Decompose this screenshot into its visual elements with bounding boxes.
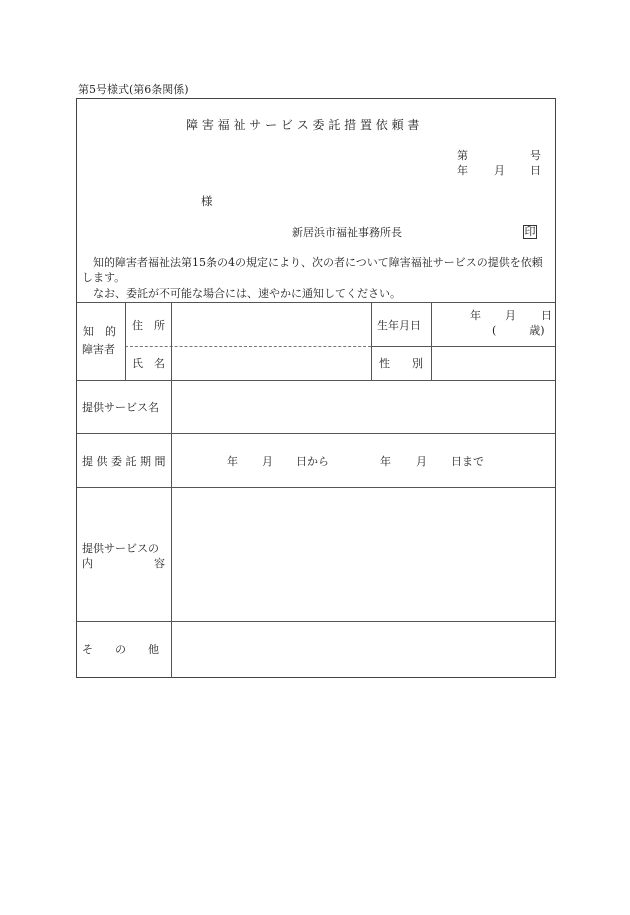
service-name-label: 提供サービス名 (82, 401, 159, 414)
seal-mark: 印 (524, 225, 536, 238)
birth-nen: 年 (470, 309, 481, 322)
intro-paragraph (82, 255, 552, 286)
ref-tsuki: 月 (494, 164, 505, 177)
period-from-tsuki: 月 (262, 455, 273, 468)
note-text: なお、委託が不可能な場合には、速やかに通知してください。 (93, 287, 401, 300)
rule-service-bottom (77, 433, 555, 434)
content-label-2a: 内 (82, 557, 93, 570)
col-c (371, 302, 372, 380)
ref-go: 号 (530, 149, 541, 162)
ref-nen: 年 (457, 164, 468, 177)
period-from-hi: 日から (296, 455, 329, 468)
birth-hi: 日 (541, 309, 552, 322)
birthdate-label: 生年月日 (377, 319, 421, 332)
rule-content-bottom (77, 621, 555, 622)
name-label: 氏 名 (132, 357, 165, 370)
rule-dashed (125, 346, 371, 347)
period-to-hi: 日まで (451, 455, 484, 468)
rule-table-top (77, 302, 555, 303)
note-paragraph (82, 286, 552, 301)
ref-dai: 第 (457, 149, 468, 162)
intro-text: 知的障害者福祉法第15条の4の規定により、次の者について障害福祉サービスの提供を依頼します。 (82, 256, 543, 285)
period-to-nen: 年 (380, 455, 391, 468)
sender-name: 新居浜市福祉事務所長 (292, 226, 402, 239)
sex-label: 性 別 (379, 357, 423, 370)
person-label-1: 知 的 (83, 325, 116, 338)
col-d (431, 302, 432, 380)
ref-hi: 日 (530, 164, 541, 177)
period-to-tsuki: 月 (416, 455, 427, 468)
age-field: ( 歳) (492, 324, 545, 337)
content-label-2b: 容 (154, 557, 165, 570)
content-label-1: 提供サービスの (82, 542, 159, 555)
rule-person-bottom (77, 380, 555, 381)
addressee-sama: 様 (201, 194, 213, 208)
form-frame (76, 98, 556, 678)
address-label: 住 所 (132, 319, 165, 332)
period-from-nen: 年 (227, 455, 238, 468)
rule-birth-sex (371, 346, 555, 347)
period-label: 提 供 委 託 期 間 (82, 455, 166, 468)
person-label-2: 障害者 (82, 343, 115, 356)
rule-period-bottom (77, 487, 555, 488)
col-a (125, 302, 126, 380)
form-title: 障 害 福 祉 サ ー ビ ス 委 託 措 置 依 頼 書 (186, 118, 420, 132)
other-label: そ の 他 (82, 643, 159, 656)
col-b (171, 302, 172, 677)
birth-tsuki: 月 (505, 309, 516, 322)
form-number: 第5号様式(第6条関係) (78, 83, 189, 96)
